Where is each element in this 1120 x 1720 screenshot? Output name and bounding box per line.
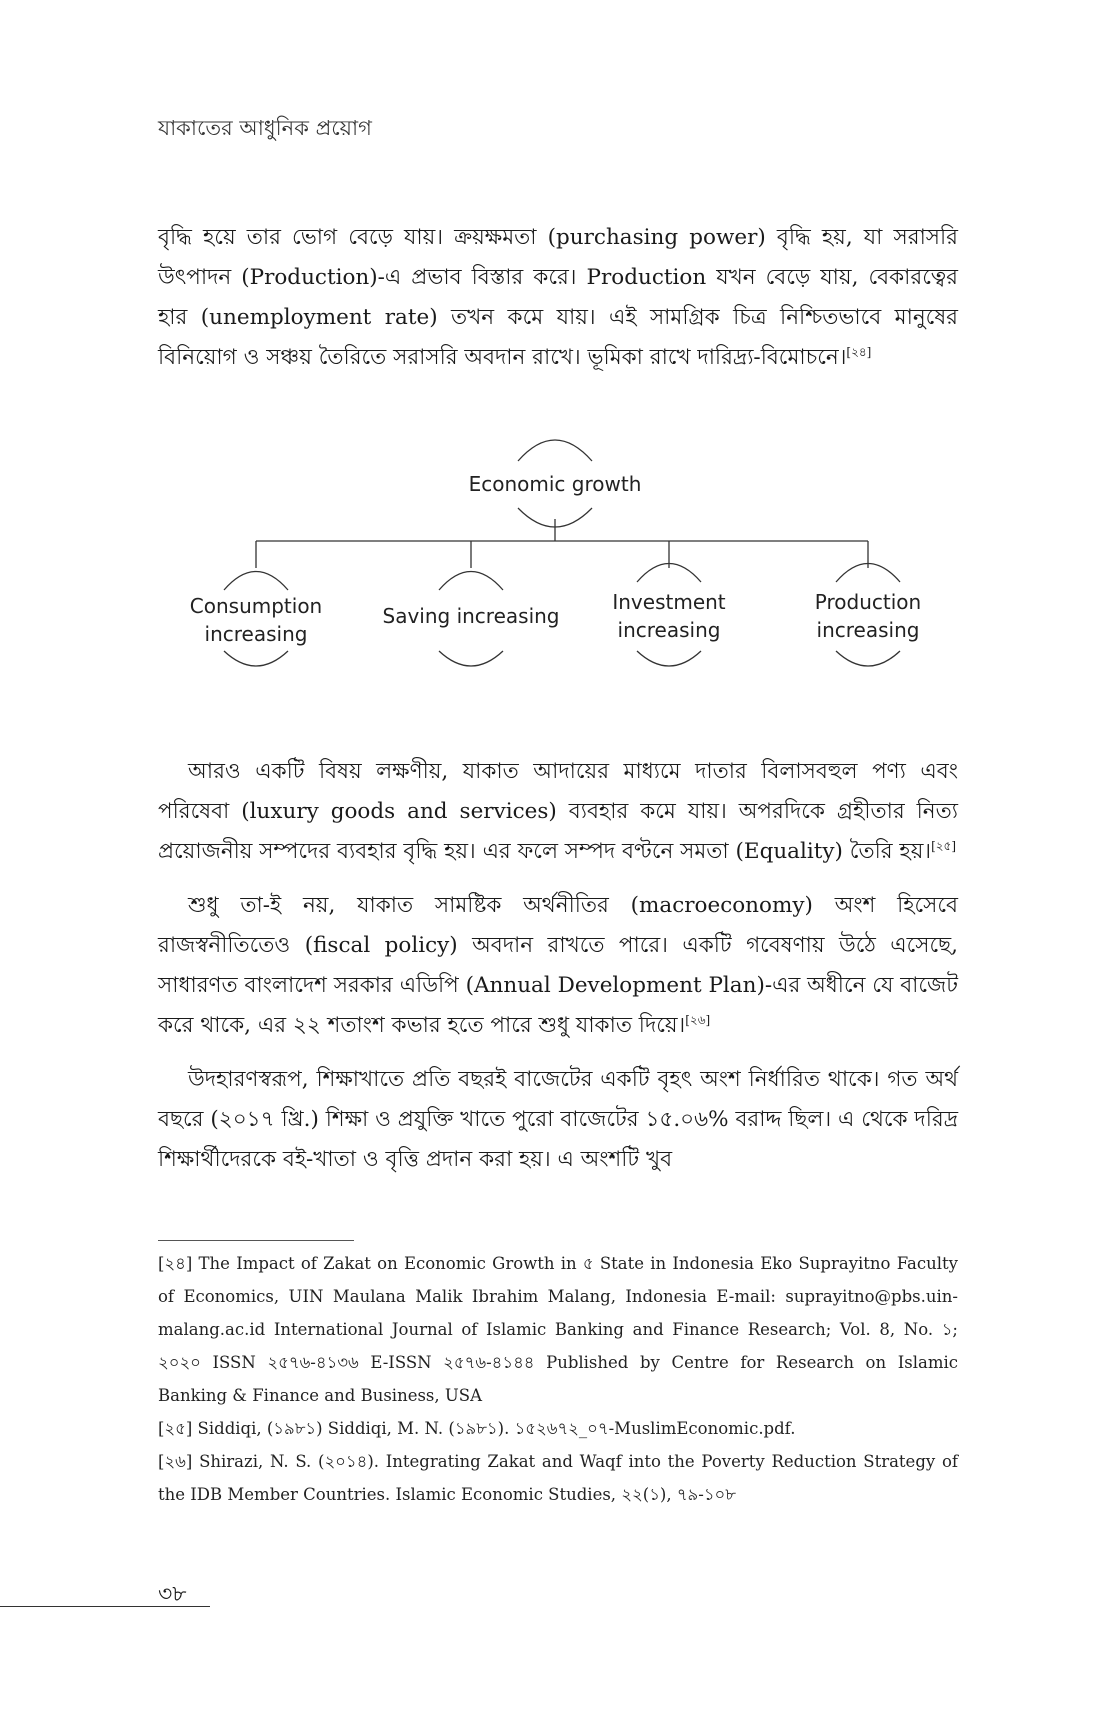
child-bottom-arc bbox=[224, 651, 288, 666]
footnote: [২৪] The Impact of Zakat on Economic Growth in ৫ State in Indonesia Eko Suprayitno Faculty of Economics, UIN Maulana Malik Ibrahim Malang, Indonesia E-mail: suprayitno@pbs.uin-malang.ac.id International Journal of Islamic Banking and Finance Research; Vol. 8, No. ১; ২০২০ ISSN ২৫৭৬-৪১৩৬ E-ISSN ২৫৭৬-৪১৪৪ Published by Centre for Research on Islamic Banking & Finance and Business, USA bbox=[158, 1254, 958, 1405]
child-top-arc bbox=[637, 564, 701, 583]
paragraph: শুধু তা-ই নয়, যাকাত সামষ্টিক অর্থনীতির (macroeconomy) অংশ হিসেবে রাজস্বনীতিতেও (fiscal policy) অবদান রাখতে পারে। একটি গবেষণায় উঠে এসেছে, সাধারণত বাংলাদেশ সরকার এডিপি (Annual Development Plan)-এর অধীনে যে বাজেট করে থাকে, এর ২২ শতাংশ কভার হতে পারে শুধু যাকাত দিয়ে।[২৬] bbox=[158, 893, 958, 1038]
paragraph: বৃদ্ধি হয়ে তার ভোগ বেড়ে যায়। ক্রয়ক্ষমতা (purchasing power) বৃদ্ধি হয়, যা সরাসরি উৎপাদন (Production)-এ প্রভাব বিস্তার করে। Production যখন বেড়ে যায়, বেকারত্বের হার (unemployment rate) তখন কমে যায়। এই সামগ্রিক চিত্র নিশ্চিতভাবে মানুষের বিনিয়োগ ও সঞ্চয় তৈরিতে সরাসরি অবদান রাখে। ভূমিকা রাখে দারিদ্র্য-বিমোচনে।[২৪] bbox=[158, 225, 958, 370]
body-text-top bbox=[158, 218, 958, 392]
root-top-arc bbox=[518, 440, 592, 461]
footnotes bbox=[158, 1247, 958, 1511]
footnote-ref[interactable]: [২৬] bbox=[685, 1012, 711, 1027]
footnote: [২৬] Shirazi, N. S. (২০১৪). Integrating Zakat and Waqf into the Poverty Reduction Strategy of the IDB Member Countries. Islamic Economic Studies, ২২(১), ৭৯-১০৮ bbox=[158, 1452, 958, 1504]
node-saving-increasing: Saving increasing bbox=[382, 604, 560, 628]
body-text-bottom bbox=[158, 752, 958, 1194]
footnote-divider bbox=[158, 1240, 354, 1241]
bottom-divider bbox=[0, 1606, 210, 1607]
paragraph: উদহারণস্বরূপ, শিক্ষাখাতে প্রতি বছরই বাজেটের একটি বৃহৎ অংশ নির্ধারিত থাকে। গত অর্থ বছরে (২০১৭ খ্রি.) শিক্ষা ও প্রযুক্তি খাতে পুরো বাজেটের ১৫.০৬% বরাদ্দ ছিল। এ থেকে দরিদ্র শিক্ষার্থীদেরকে বই-খাতা ও বৃত্তি প্রদান করা হয়। এ অংশটি খুব bbox=[158, 1067, 958, 1172]
node-consumption-increasing: Consumption increasing bbox=[189, 594, 323, 646]
root-bottom-arc bbox=[518, 508, 592, 527]
node-production-increasing: Production increasing bbox=[814, 590, 922, 642]
child-bottom-arc bbox=[637, 651, 701, 666]
child-top-arc bbox=[439, 572, 503, 591]
node-investment-increasing: Investment increasing bbox=[612, 590, 726, 642]
child-bottom-arc bbox=[439, 651, 503, 666]
footnote: [২৫] Siddiqi, (১৯৮১) Siddiqi, M. N. (১৯৮১). ১৫২৬৭২_০৭-MuslimEconomic.pdf. bbox=[158, 1419, 796, 1438]
footnote-ref[interactable]: [২৪] bbox=[846, 344, 872, 359]
child-top-arc bbox=[836, 564, 900, 583]
paragraph: আরও একটি বিষয় লক্ষণীয়, যাকাত আদায়ের মাধ্যমে দাতার বিলাসবহুল পণ্য এবং পরিষেবা (luxury goods and services) ব্যবহার কমে যায়। অপরদিকে গ্রহীতার নিত্য প্রয়োজনীয় সম্পদের ব্যবহার বৃদ্ধি হয়। এর ফলে সম্পদ বণ্টনে সমতা (Equality) তৈরি হয়।[২৫] bbox=[158, 759, 958, 864]
page-number: ৩৮ bbox=[158, 1582, 187, 1607]
node-economic-growth: Economic growth bbox=[468, 472, 642, 496]
child-top-arc bbox=[224, 572, 288, 591]
child-bottom-arc bbox=[836, 651, 900, 666]
running-head: যাকাতের আধুনিক প্রয়োগ bbox=[158, 116, 372, 140]
footnote-ref[interactable]: [২৫] bbox=[931, 838, 957, 853]
